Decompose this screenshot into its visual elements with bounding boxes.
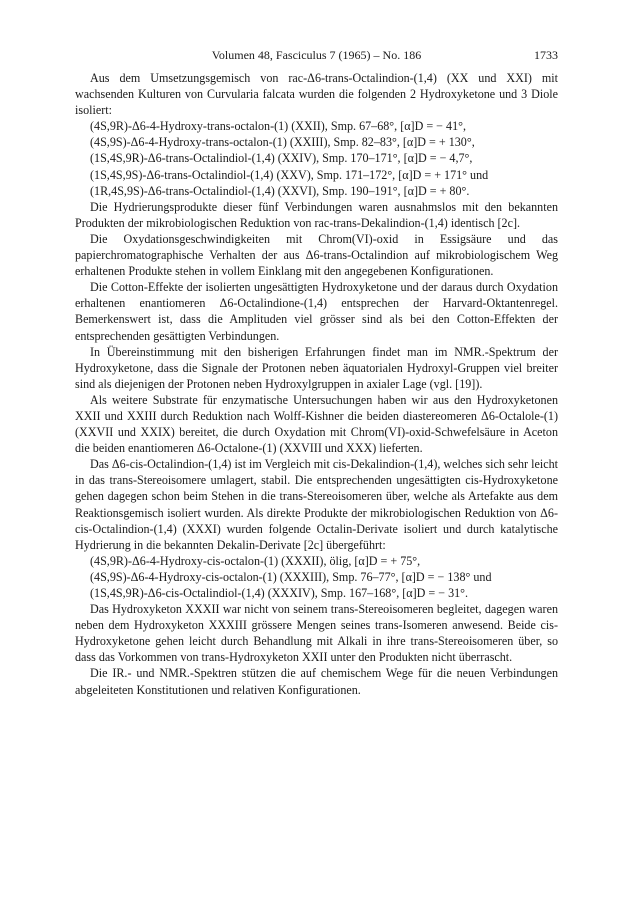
paragraph-5: In Übereinstimmung mit den bisherigen Erfahrungen findet man im NMR.-Spektrum der Hydroxyketone, dass die Signale der Protonen neben äquatorialen Hydroxyl-Gruppen viel breiter sind als diejenigen der Protonen neben Hydroxylgruppen in axialer Lage (vgl. [19]). (75, 344, 558, 391)
paragraph-2: Die Hydrierungsprodukte dieser fünf Verbindungen waren ausnahmslos mit den bekannten Produkten der mikrobiologischen Reduktion von rac-trans-Dekalindion-(1,4) identisch [2c]. (75, 199, 558, 230)
compound-item: (4S,9R)-Δ6-4-Hydroxy-trans-octalon-(1) (XXII), Smp. 67–68°, [α]D = − 41°, (90, 119, 466, 134)
journal-page (75, 48, 558, 698)
paragraph-8: Das Hydroxyketon XXXII war nicht von seinem trans-Stereoisomeren begleitet, dagegen waren neben dem Hydroxyketon XXXIII grössere Mengen seines trans-Isomeren anwesend. Beide cis-Hydroxyketone gehen leicht durch Behandlung mit Alkali in ihre trans-Stereoisomeren über, so dass das Vorkommen von trans-Hydroxyketon XXII unter den Produkten nicht überrascht. (75, 602, 558, 665)
running-header (75, 48, 558, 70)
paragraph-1: Aus dem Umsetzungsgemisch von rac-Δ6-trans-Octalindion-(1,4) (XX und XXI) mit wachsenden Kulturen von Curvularia falcata wurden die folgenden 2 Hydroxyketone und 3 Diole isoliert: (75, 71, 558, 118)
isolated-compounds-list (75, 118, 558, 198)
compound-item: (1R,4S,9S)-Δ6-trans-Octalindiol-(1,4) (XXVI), Smp. 190–191°, [α]D = + 80°. (90, 183, 470, 198)
derivative-item: (4S,9R)-Δ6-4-Hydroxy-cis-octalon-(1) (XXXII), ölig, [α]D = + 75°, (90, 553, 421, 568)
derivative-item: (4S,9S)-Δ6-4-Hydroxy-cis-octalon-(1) (XXXIII), Smp. 76–77°, [α]D = − 138° und (90, 569, 492, 584)
paragraph-7: Das Δ6-cis-Octalindion-(1,4) ist im Vergleich mit cis-Dekalindion-(1,4), welches sich sehr leicht in das trans-Stereoisomere umlagert, stabil. Die entsprechenden ungesättigten cis-Hydroxyketone gehen dagegen schon beim Stehen in die trans-Stereoisomeren über, welche als Artefakte aus dem Reaktionsgemisch isoliert wurden. Als direkte Produkte der mikrobiologischen Reduktion von Δ6-cis-Octalindion-(1,4) (XXXI) wurden folgende Octalin-Derivate isoliert und durch katalytische Hydrierung in die bekannten Dekalin-Derivate [2c] übergeführt: (75, 457, 558, 552)
compound-item: (1S,4S,9S)-Δ6-trans-Octalindiol-(1,4) (XXV), Smp. 171–172°, [α]D = + 171° und (90, 167, 489, 182)
derivative-item: (1S,4S,9R)-Δ6-cis-Octalindiol-(1,4) (XXXIV), Smp. 167–168°, [α]D = − 31°. (90, 586, 469, 600)
page-number: 1733 (534, 48, 558, 62)
paragraph-6: Als weitere Substrate für enzymatische Untersuchungen haben wir aus den Hydroxyketonen XXII und XXIII durch Reduktion nach Wolff-Kishner die beiden diastereomeren Δ6-Octalole-(1) (XXVII und XXIX) bereitet, die durch Oxydation mit Chrom(VI)-oxid-Schwefelsäure in Aceton die beiden enantiomeren Δ6-Octalone-(1) (XXVIII und XXX) lieferten. (75, 392, 558, 456)
compound-item: (1S,4S,9R)-Δ6-trans-Octalindiol-(1,4) (XXIV), Smp. 170–171°, [α]D = − 4,7°, (90, 151, 473, 166)
journal-citation: Volumen 48, Fasciculus 7 (1965) – No. 186 (211, 48, 422, 62)
octalin-derivatives-list (75, 553, 558, 601)
article-body (75, 70, 558, 698)
paragraph-4: Die Cotton-Effekte der isolierten ungesättigten Hydroxyketone und der daraus durch Oxydation erhaltenen enantiomeren Δ6-Octalindione-(1,4) entsprechen der Harvard-Oktantenregel. Bemerkenswert ist, dass die Amplituden viel grösser sind als bei den Cotton-Effekten der entsprechenden gesättigten Verbindungen. (75, 280, 558, 343)
compound-item: (4S,9S)-Δ6-4-Hydroxy-trans-octalon-(1) (XXIII), Smp. 82–83°, [α]D = + 130°, (90, 135, 475, 150)
paragraph-3: Die Oxydationsgeschwindigkeiten mit Chrom(VI)-oxid in Essigsäure und das papierchromatographische Verhalten der aus Δ6-trans-Octalindion auf mikrobiologischem Weg erhaltenen Produkte stehen in vollem Einklang mit den angegebenen Konfigurationen. (75, 231, 558, 279)
paragraph-9: Die IR.- und NMR.-Spektren stützen die auf chemischem Wege für die neuen Verbindungen abgeleiteten Konstitutionen und relativen Konfigurationen. (75, 666, 558, 697)
